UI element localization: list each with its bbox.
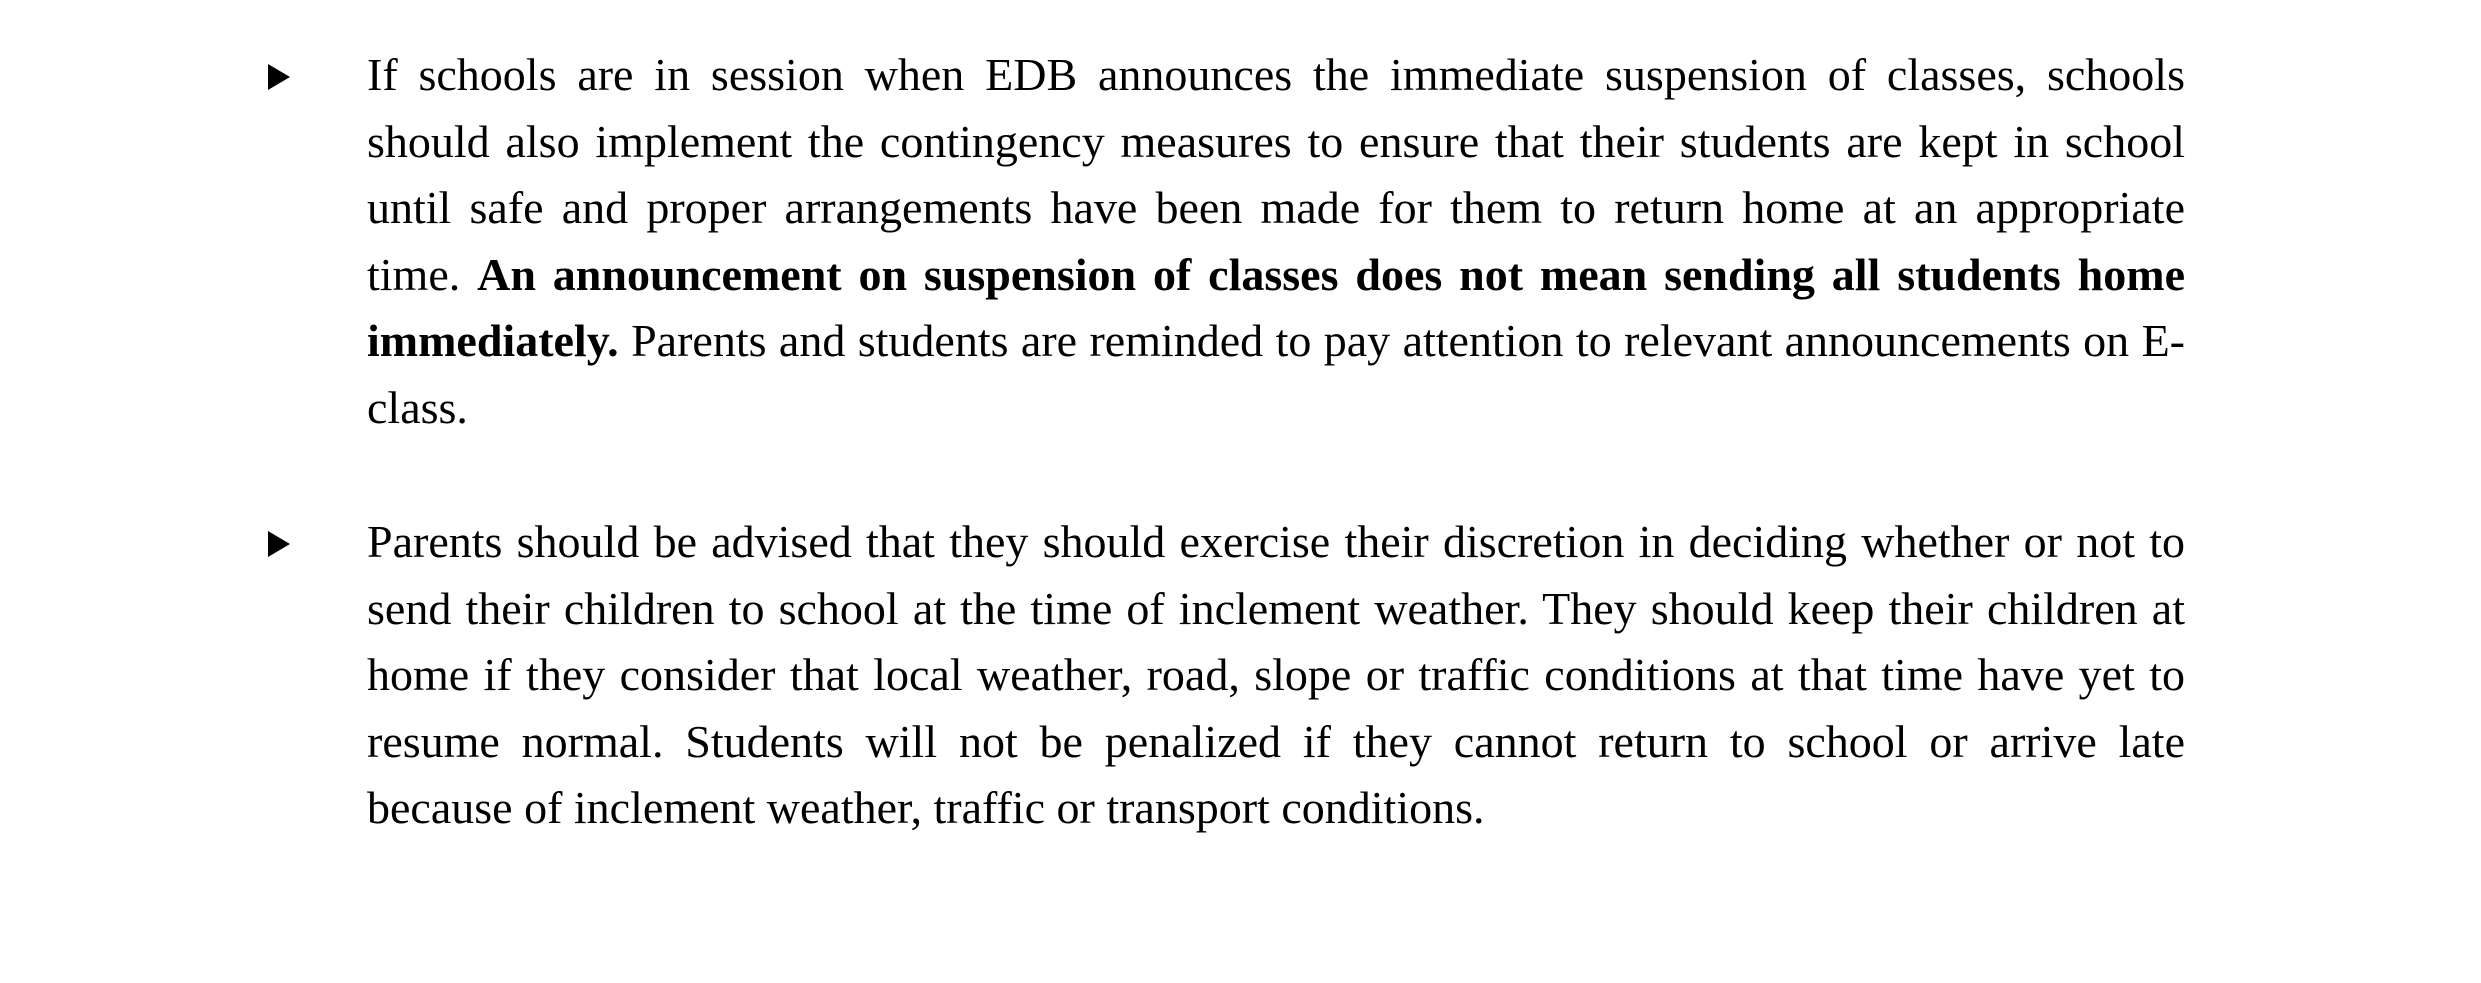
bullet-paragraph [367, 42, 2185, 441]
paragraph-text: If schools are in session when EDB announces the immediate suspension of classes, schools should also implement the contingency measures to ensure that their students are kept in school until safe and proper arrangements have been made for them to return home at an appropriate time. [367, 49, 2185, 300]
triangle-bullet-icon [268, 531, 290, 557]
paragraph-text: Parents and students are reminded to pay attention to relevant announcements on E-class. [367, 315, 2185, 433]
triangle-bullet-icon [268, 64, 290, 90]
paragraph-text: Parents should be advised that they should exercise their discretion in deciding whether or not to send their children to school at the time of inclement weather. They should keep their children at home if they consider that local weather, road, slope or traffic conditions at that time have yet to resume normal. Students will not be penalized if they cannot return to school or arrive late because of inclement weather, traffic or transport conditions. [367, 516, 2185, 833]
bold-emphasis-text: An announcement on suspension of classes does not mean sending all students home immediately. [367, 248, 2185, 366]
bullet-paragraph [367, 509, 2185, 842]
